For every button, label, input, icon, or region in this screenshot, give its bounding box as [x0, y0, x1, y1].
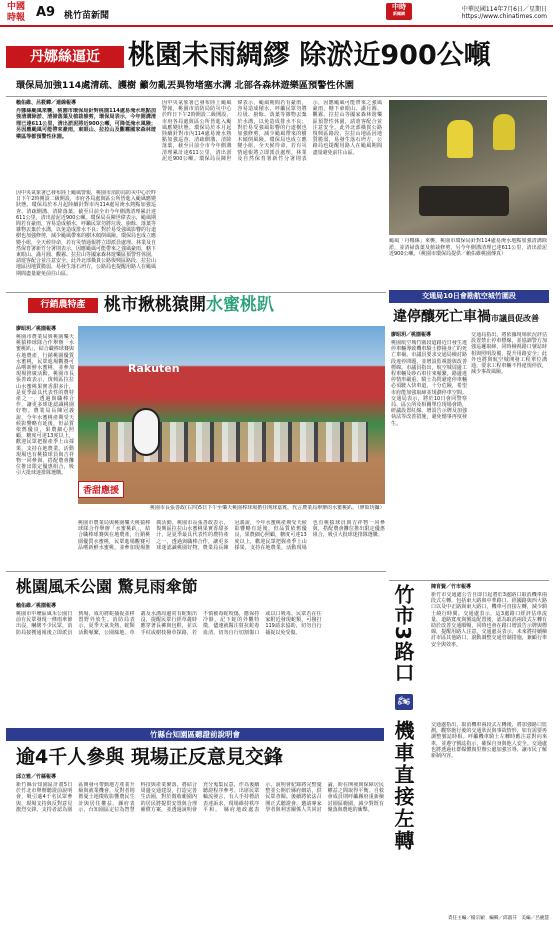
headline: [393, 306, 547, 328]
kicker-label: 丹娜絲逼近: [6, 46, 124, 68]
story-label: 行銷農特產: [28, 298, 98, 313]
motorcycle-icon: 🏍: [395, 694, 413, 710]
body-text: 桃園市中壢區風禾公園日前有民眾發現一條雨傘節出沒，嚇壞不少民眾，消防局接獲通報後立即派員到場，成功將蛇捕捉並移置野外放生。消防局表示，夏季天氣炎熱，蛇類活動頻繁，公園綠地、草叢及水溝周邊常有蛇類出沒，提醒民眾行經草叢時應穿著長褲與包鞋，並以手杖或樹枝撥草探路，若不慎被毒蛇咬傷，應保持冷靜，記下蛇的外觀特徵，儘速就醫注射抗蛇毒血清，切勿自行切割傷口或以口吸毒。民眾若在住家附近發現蛇類，可撥打119請求協助，切勿自行捕捉以免受傷。: [16, 611, 322, 636]
vertical-headline: [391, 584, 427, 914]
body-text: 桃園市農業局與桃園樂天桃猿棒球隊合作舉辦「水蜜桃趴」，結合職棒球賽與在地農產，行銷桃園優質水蜜桃，民眾進場觀賽可品嚐新鮮水蜜桃，並參加現場推廣活動。桃園市長張善政表示，復興區拉拉山水蜜桃果實香甜多汁，是夏季最具代表性的農特產之一，透過與職棒合作，讓更多球迷認識桃園好物。農業局長陳冠義說，今年水蜜桃產期受天候影響略有延後，但品質依舊優良，果農細心照顧，糖度可達13度以上，歡迎民眾把握產季上山採果，支持在地農業。活動現場也有桃猿球員與吉祥物一同參與，搭配農會攤位推出限定優惠組合，吸引大批球迷排隊選購。: [16, 334, 74, 477]
vertical-headline-part: 機車直接左轉: [391, 720, 415, 852]
photo-caption: 桃園市長張善政(右四)5日下午至樂天桃園棒球場擔任開球嘉賓，代言農業局舉辦的水蜜桃趴。（廖昭玥攝）: [150, 505, 385, 511]
headline: [104, 294, 274, 316]
masthead-rule: [0, 25, 553, 27]
headline-main: 違停釀死亡車禍: [393, 309, 491, 325]
masthead: [0, 0, 553, 26]
worker-figure: [493, 114, 515, 150]
editor-credits: 責任主編／楊宗穎 編輯／邱淑芬 美編／呂慶慧: [447, 916, 549, 921]
section-name: 桃竹苗新聞: [64, 11, 110, 21]
story-banner: 竹縣台知園區聽證前說明會: [6, 728, 384, 741]
stadium-banner: Rakuten: [128, 362, 180, 375]
newspaper-logo: 中國 時報: [6, 2, 25, 23]
body-text: 桃園航空城竹圍段道路近日發生違停車輛導致機車騎士擦撞身亡的死亡車禍，市議員要求交通局檢討路段違停問題，並增設監視器與改善標線。市議員指出，航空城周邊工程車輛及砂石車往來頻繁，路邊違停情形嚴重，騎士為閃避違停車輛必須駛入快車道，十分危險，希望市府能加強取締並規劃停車空間。交通局表示，將於10日會同警察局、區公所及相關單位現場會勘，研議設置紅線、增設告示牌及加強執法等改善措施，避免憾事再度發生。: [391, 340, 467, 427]
headline-tail: 市議員促改善: [491, 314, 539, 323]
headline: 逾4千人參與 現場正反意見交鋒: [16, 746, 283, 768]
story-peach: [0, 292, 390, 567]
headline-part: 水蜜桃趴: [206, 295, 274, 315]
photo-tag: 香甜應援: [78, 481, 124, 498]
byline: 陳育賢／竹市報導: [431, 584, 472, 590]
divider: [389, 580, 549, 581]
story-illegal-parking: [389, 290, 549, 574]
chinatimes-logo: 中時 新聞網: [386, 3, 412, 20]
story-motorcycle-turn: [389, 582, 549, 927]
story-banner: 交通局10日會勘航空城竹圍段: [389, 290, 549, 303]
byline: 賴佑維、呂筱蟬／連線報導: [16, 100, 77, 106]
body-text-cols: 桃園市農業局與桃園樂天桃猿棒球隊合作舉辦「水蜜桃趴」，結合職棒球賽與在地農產，行銷桃園優質水蜜桃，民眾進場觀賽可品嚐新鮮水蜜桃，並參加現場推廣活動。桃園市長張善政表示，復興區拉拉山水蜜桃果實香甜多汁，是夏季最具代表性的農特產之一，透過與職棒合作，讓更多球迷認識桃園好物。農業局長陳冠義說，今年水蜜桃產期受天候影響略有延後，但品質依舊優良，果農細心照顧，糖度可達13度以上，歡迎民眾把握產季上山採果，支持在地農業。活動現場也有桃猿球員與吉祥物一同參與，搭配農會攤位推出限定優惠組合，吸引大批球迷排隊選購。: [78, 520, 385, 551]
byline: 賴佑維／桃園報導: [16, 603, 57, 609]
mascot-panda: [132, 408, 160, 456]
story-typhoon: [0, 30, 553, 285]
body-text: 因中央氣象署已發布陸上颱風警報，桃園市消防局防災中心於昨日下午2時開設二級開設，市府各局處與區公所皆進入颱風應變狀態。環保局於本月起陸續針對市內114處易淹水熱點加強巡查、清疏側溝、清除落葉，截至目前全市今年側溝清理累計達611公里，清出淤泥近900公噸。環保局長陳世偉表示，颱風期間若有豪雨，容易造成積水，呼籲民眾勿將垃圾、廚餘、落葉等雜物丟棄於水溝，以免造成排水不良；對於易受強風影響的行道樹也加強修剪，減少颱風帶來的樹木傾倒風險。環保局也成立應變小組，全天候待命，若有災情通報將立即派員處理。林業及自然保育署新竹分署則表示，因應颱風可能帶來之強風豪雨，轄下東眼山、滿月圓、觀霧、拉拉山等國家森林遊樂區預警性休園，請遊客配合並注意安全。此外北部橫貫公路復興區路段、拉拉山地區因地質脆弱，易發生落石坍方，公路局也提醒用路人在颱風期間盡量避免前往山區。: [16, 190, 156, 277]
website-url: https://www.chinatimes.com: [461, 13, 547, 20]
subhead: 環保局加強114處清疏、護樹 籲勿亂丟異物堵塞水溝 北部各森林遊樂區預警性休園: [16, 80, 354, 91]
divider: [6, 571, 386, 572]
vertical-headline-part: 竹市3路口: [391, 584, 415, 683]
headline: 桃園未雨綢繆 除淤近900公噸: [128, 40, 491, 71]
headline-part: 桃市揪桃猿開: [104, 295, 206, 315]
body-text-cont: 交通處指出，取消機車兩段式左轉後，將加強路口監測，觀察施行後的交通狀況與事故情形，如有需要再調整號誌時相。呼籲機車騎士左轉時應注意對向來車，並遵守號誌指示，確保自身與他人安全。交通處也將透過社群媒體與里辦公處加強宣導，讓市民了解新制內容。: [431, 722, 547, 760]
photo-drain-cleaning: [389, 100, 547, 235]
byline: 邱立雅／竹縣報導: [16, 774, 57, 780]
body-text: 新竹縣台知園區計畫5日於竹北市舉辦聽證前說明會，吸引逾4千名民眾參與，現場支持與反對意見激烈交鋒。支持者認為園區開發可帶動地方產業升級與就業機會，反對者則擔憂土地徵收影響農民生計與居住權益。縣府表示，台知園區定位為智慧科技與產業聚落，將結合周邊交通建設，打造完善生活圈，對於徵收範圍內的居民將提供安置與合理補償方案，並透過說明會充分蒐集民意，作為後續聽證程序參考。出席民眾輪流發言，有人手持標語表達訴求，現場維持秩序平和。 縣府地政處表示，說明會紀錄將完整彙整並公開於縣府網站，供民眾查閱。後續將依法召開正式聽證會，邀請專家學者與利害關係人共同討論，盼在開發與保障居民權益之間取得平衡。自救會成員則呼籲縣府重新檢討園區範圍，減少對既有聚落與農地的衝擊。: [16, 782, 384, 813]
issue-date: 中華民國114年7月6日／星期日: [461, 6, 547, 13]
drain-opening: [419, 186, 509, 216]
headline: 桃園風禾公園 驚見雨傘節: [16, 577, 198, 596]
byline: 廖昭玥／桃園報導: [16, 326, 57, 332]
photo-baseball-event: [78, 326, 385, 504]
story-science-park: [0, 728, 388, 934]
page-number: A9: [36, 5, 56, 20]
body-text: 新竹市交通處公告自即日起將於3處路口取消機車兩段式左轉，包括東大路與中華路口、經國路與西大路口以及中正路與東大路口，機車可直接左轉，減少騎士繞行時間。交通處表示，這3處路口經評估車流量、道路寬度與號誌配置後，認為取消兩段式左轉有助於改善交通順暢，同時也會在路口增設告示牌與標線，提醒用路人注意。交通處長表示，未來將持續檢討市區其他路口，滾動調整交通管制措施，兼顧行車安全與效率。: [431, 592, 547, 648]
story-snake: [0, 573, 390, 723]
lead-paragraph: 丹娜絲颱風來襲，桃園市環保局針對桃園114處易淹水地點加強清溝除淤、清掃落葉及植栽修剪，環保局表示，今年側溝清理已達611公里，清出淤泥將近900公噸，可降低淹水風險；另因應颱風可能帶來豪雨，東眼山、拉拉山及觀霧國家森林遊樂區等都預警性休園。: [16, 108, 156, 140]
byline: 廖昭玥／桃園報導: [391, 332, 432, 338]
body-text-col2: 因中央氣象署已發布陸上颱風警報，桃園市消防局防災中心於昨日下午2時開設二級開設，市府各局處與區公所皆進入颱風應變狀態。環保局於本月起陸續針對市內114處易淹水熱點加強巡查、清疏側溝、清除落葉，截至目前全市今年側溝清理累計達611公里，清出淤泥近900公噸。環保局長陳世偉表示，颱風期間若有豪雨，容易造成積水，呼籲民眾勿將垃圾、廚餘、落葉等雜物丟棄於水溝，以免造成排水不良；對於易受強風影響的行道樹也加強修剪，減少颱風帶來的樹木傾倒風險。環保局也成立應變小組，全天候待命，若有災情通報將立即派員處理。林業及自然保育署新竹分署則表示，因應颱風可能帶來之強風豪雨，轄下東眼山、滿月圓、觀霧、拉拉山等國家森林遊樂區預警性休園，請遊客配合並注意安全。此外北部橫貫公路復興區路段、拉拉山地區因地質脆弱，易發生落石坍方，公路局也提醒用路人在颱風期間盡量避免前往山區。: [162, 100, 382, 162]
worker-figure: [447, 120, 473, 158]
divider: [6, 96, 547, 97]
body-text-col2: 交通局指出，將依據現場狀況評估設置禁止停車標線，並協調警方加強巡邏取締，同時檢視路口號誌時相與照明設備，提升用路安全；此外也將與航空城開發工程單位溝通，要求工程車輛不得違規停放，減少事故風險。: [471, 332, 547, 376]
photo-caption: 颱風「丹娜絲」來襲，桃園市環保局針對114處易淹水地點加強清溝除淤，並清掃落葉及植栽修剪，另今年側溝清理已達611公里，清出淤泥近900公噸。（桃園市環保局提供／賴佑維桃園傳真）: [389, 238, 547, 258]
